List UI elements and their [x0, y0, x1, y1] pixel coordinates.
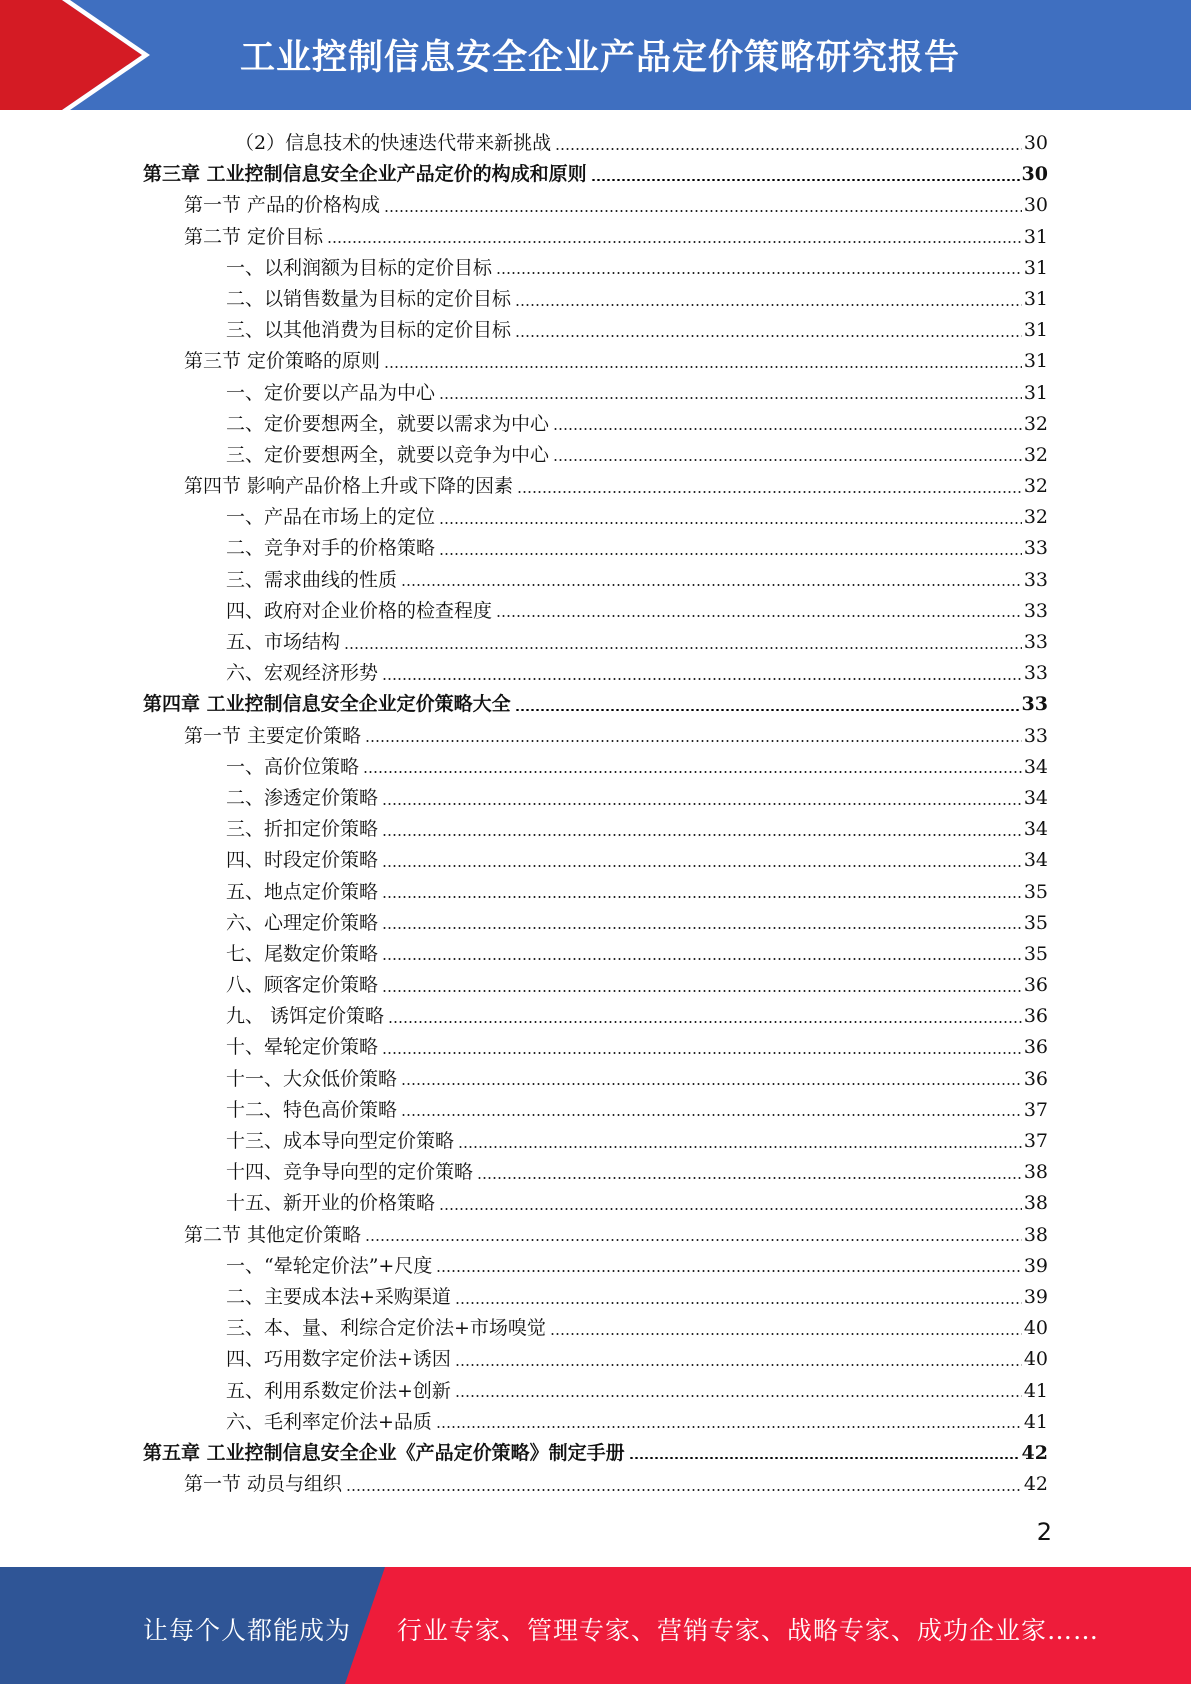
- toc-entry-title: 第三章 工业控制信息安全企业产品定价的构成和原则: [143, 163, 587, 186]
- toc-entry-title: 五、利用系数定价法+创新: [226, 1379, 451, 1402]
- toc-entry-page: 30: [1023, 194, 1048, 217]
- header-red-arrow: [0, 0, 142, 110]
- toc-entry-page: 38: [1023, 1223, 1048, 1246]
- toc-dot-leader: [382, 865, 1022, 867]
- toc-item-entry[interactable]: [143, 502, 1048, 533]
- toc-entry-page: 33: [1023, 537, 1048, 560]
- toc-entry-page: 31: [1023, 350, 1048, 373]
- toc-entry-page: 30: [1023, 132, 1048, 154]
- toc-entry-page: 30: [1021, 163, 1048, 186]
- toc-entry-title: 三、定价要想两全，就要以竞争为中心: [226, 443, 550, 466]
- toc-dot-leader: [496, 615, 1022, 617]
- toc-entry-title: 一、产品在市场上的定位: [226, 506, 436, 529]
- toc-dot-leader: [629, 1457, 1020, 1459]
- toc-entry-page: 39: [1023, 1254, 1048, 1277]
- toc-item-entry[interactable]: [143, 1376, 1048, 1407]
- toc-item-entry[interactable]: [143, 1157, 1048, 1188]
- toc-dot-leader: [515, 304, 1022, 306]
- toc-section-entry[interactable]: [143, 190, 1048, 221]
- toc-entry-title: 六、宏观经济形势: [226, 662, 379, 685]
- toc-dot-leader: [382, 803, 1022, 805]
- toc-item-entry[interactable]: [143, 939, 1048, 970]
- toc-chapter-entry[interactable]: [143, 689, 1048, 720]
- toc-dot-leader: [384, 210, 1022, 212]
- toc-item-entry[interactable]: [143, 1313, 1048, 1344]
- toc-entry-title: 十四、竞争导向型的定价策略: [226, 1161, 474, 1184]
- toc-dot-leader: [346, 1489, 1022, 1491]
- toc-item-entry[interactable]: [143, 533, 1048, 564]
- toc-entry-page: 42: [1023, 1473, 1048, 1496]
- toc-entry-title: 第二节 定价目标: [184, 225, 324, 248]
- toc-item-entry[interactable]: [143, 1001, 1048, 1032]
- toc-item-entry[interactable]: [143, 877, 1048, 908]
- toc-section-entry[interactable]: [143, 1220, 1048, 1251]
- toc-entry-title: 十、晕轮定价策略: [226, 1036, 379, 1059]
- toc-entry-title: 十五、新开业的价格策略: [226, 1192, 436, 1215]
- toc-dot-leader: [455, 1302, 1022, 1304]
- toc-entry-title: 第三节 定价策略的原则: [184, 350, 381, 373]
- toc-entry-page: 36: [1023, 974, 1048, 997]
- toc-section-entry[interactable]: [143, 721, 1048, 752]
- toc-item-entry[interactable]: [143, 970, 1048, 1001]
- toc-dot-leader: [327, 241, 1022, 243]
- toc-entry-title: 三、本、量、利综合定价法+市场嗅觉: [226, 1317, 546, 1340]
- toc-entry-page: 33: [1023, 568, 1048, 591]
- toc-dot-leader: [363, 771, 1022, 773]
- toc-entry-title: 九、 诱饵定价策略: [226, 1005, 385, 1028]
- toc-item-entry[interactable]: [143, 1188, 1048, 1219]
- report-title: 工业控制信息安全企业产品定价策略研究报告: [240, 38, 961, 78]
- toc-entry-page: 33: [1023, 724, 1048, 747]
- toc-entry-title: 十三、成本导向型定价策略: [226, 1130, 455, 1152]
- toc-entry-title: 六、心理定价策略: [226, 911, 379, 934]
- toc-entry-title: 第二节 其他定价策略: [184, 1223, 362, 1246]
- toc-entry-title: 第五章 工业控制信息安全企业《产品定价策略》制定手册: [143, 1441, 625, 1464]
- toc-entry-title: 第一节 主要定价策略: [184, 724, 362, 747]
- toc-entry-page: 36: [1023, 1036, 1048, 1059]
- toc-dot-leader: [439, 1208, 1022, 1210]
- toc-entry-page: 36: [1023, 1005, 1048, 1028]
- toc-entry-page: 31: [1023, 287, 1048, 310]
- toc-entry-page: 33: [1023, 662, 1048, 685]
- toc-entry-title: 七、尾数定价策略: [226, 942, 379, 965]
- toc-entry-page: 34: [1023, 818, 1048, 841]
- toc-dot-leader: [555, 148, 1022, 150]
- toc-item-entry[interactable]: [143, 253, 1048, 284]
- toc-entry-page: 41: [1023, 1410, 1048, 1433]
- toc-entry-page: 31: [1023, 381, 1048, 404]
- toc-entry-page: 32: [1023, 443, 1048, 466]
- toc-entry-page: 37: [1023, 1098, 1048, 1121]
- toc-item-entry[interactable]: [143, 1126, 1048, 1157]
- toc-entry-title: 二、主要成本法+采购渠道: [226, 1285, 451, 1308]
- toc-item-entry[interactable]: [143, 752, 1048, 783]
- toc-dot-leader: [455, 1395, 1022, 1397]
- toc-dot-leader: [458, 1146, 1022, 1148]
- toc-entry-page: 38: [1023, 1161, 1048, 1184]
- toc-item-entry[interactable]: [143, 1344, 1048, 1375]
- toc-item-entry[interactable]: [143, 1251, 1048, 1282]
- toc-entry-title: 六、毛利率定价法+品质: [226, 1410, 432, 1433]
- toc-entry-title: 四、巧用数字定价法+诱因: [226, 1348, 451, 1371]
- toc-entry-page: 31: [1023, 256, 1048, 279]
- toc-entry-page: 40: [1023, 1348, 1048, 1371]
- toc-item-entry[interactable]: [143, 814, 1048, 845]
- toc-entry-page: 42: [1021, 1441, 1048, 1464]
- toc-entry-title: 第一节 产品的价格构成: [184, 194, 381, 217]
- toc-entry-title: 第四节 影响产品价格上升或下降的因素: [184, 475, 514, 498]
- toc-item-entry[interactable]: [143, 783, 1048, 814]
- toc-dot-leader: [384, 366, 1022, 368]
- toc-entry-title: 四、时段定价策略: [226, 849, 379, 872]
- toc-entry-title: 二、竞争对手的价格策略: [226, 537, 436, 560]
- toc-item-entry[interactable]: [143, 627, 1048, 658]
- toc-entry-page: 31: [1023, 319, 1048, 342]
- toc-dot-leader: [591, 179, 1020, 181]
- toc-dot-leader: [382, 834, 1022, 836]
- toc-section-entry[interactable]: [143, 222, 1048, 253]
- toc-dot-leader: [515, 709, 1020, 711]
- toc-entry-title: （2）信息技术的快速迭代带来新挑战: [235, 132, 552, 154]
- toc-entry-title: 一、定价要以产品为中心: [226, 381, 436, 404]
- toc-dot-leader: [553, 428, 1022, 430]
- toc-item-entry[interactable]: [143, 1064, 1048, 1095]
- toc-entry-page: 35: [1023, 880, 1048, 903]
- toc-entry-title: 四、政府对企业价格的检查程度: [226, 599, 493, 622]
- toc-dot-leader: [515, 335, 1022, 337]
- toc-entry-page: 41: [1023, 1379, 1048, 1402]
- toc-entry-title: 第一节 动员与组织: [184, 1473, 343, 1496]
- toc-item-entry[interactable]: [143, 596, 1048, 627]
- toc-entry-title: 二、渗透定价策略: [226, 786, 379, 809]
- toc-dot-leader: [496, 272, 1022, 274]
- toc-dot-leader: [439, 522, 1022, 524]
- toc-item-entry[interactable]: [143, 284, 1048, 315]
- toc-entry-title: 十一、大众低价策略: [226, 1067, 398, 1090]
- toc-entry-title: 八、顾客定价策略: [226, 974, 379, 997]
- toc-section-entry[interactable]: [143, 1469, 1048, 1500]
- toc-item-entry[interactable]: [143, 1282, 1048, 1313]
- toc-entry-page: 36: [1023, 1067, 1048, 1090]
- toc-entry-page: 40: [1023, 1317, 1048, 1340]
- toc-dot-leader: [517, 491, 1022, 493]
- toc-entry-title: 三、以其他消费为目标的定价目标: [226, 319, 512, 342]
- toc-dot-leader: [477, 1177, 1022, 1179]
- toc-entry-title: 三、需求曲线的性质: [226, 568, 398, 591]
- toc-entry-title: 十二、特色高价策略: [226, 1098, 398, 1121]
- toc-entry-page: 38: [1023, 1192, 1048, 1215]
- toc-item-entry[interactable]: [143, 1407, 1048, 1438]
- toc-entry-title: 二、定价要想两全，就要以需求为中心: [226, 412, 550, 435]
- toc-dot-leader: [365, 1239, 1022, 1241]
- toc-entry-page: 37: [1023, 1130, 1048, 1152]
- toc-item-entry[interactable]: [143, 908, 1048, 939]
- toc-dot-leader: [382, 927, 1022, 929]
- toc-entry-page: 35: [1023, 942, 1048, 965]
- toc-entry-title: 一、高价位策略: [226, 755, 360, 778]
- toc-entry-page: 33: [1021, 693, 1048, 716]
- toc-dot-leader: [436, 1270, 1021, 1272]
- toc-dot-leader: [388, 1021, 1022, 1023]
- toc-entry-page: 32: [1023, 412, 1048, 435]
- toc-dot-leader: [553, 459, 1022, 461]
- toc-entry-title: 五、地点定价策略: [226, 880, 379, 903]
- toc-dot-leader: [439, 397, 1022, 399]
- toc-item-entry[interactable]: [143, 658, 1048, 689]
- toc-dot-leader: [401, 584, 1022, 586]
- toc-entry-title: 二、以销售数量为目标的定价目标: [226, 287, 512, 310]
- toc-item-entry[interactable]: [143, 565, 1048, 596]
- footer-slogan-left: 让每个人都能成为: [143, 1616, 352, 1645]
- toc-dot-leader: [550, 1333, 1022, 1335]
- toc-entry-title: 一、以利润额为目标的定价目标: [226, 256, 493, 279]
- toc-section-entry[interactable]: [143, 346, 1048, 377]
- toc-dot-leader: [382, 678, 1022, 680]
- toc-entry-page: 39: [1023, 1285, 1048, 1308]
- toc-entry-title: 三、折扣定价策略: [226, 818, 379, 841]
- toc-chapter-entry[interactable]: [143, 1438, 1048, 1469]
- toc-dot-leader: [401, 1083, 1022, 1085]
- toc-entry-page: 33: [1023, 599, 1048, 622]
- toc-item-entry[interactable]: [143, 128, 1048, 159]
- toc-entry-title: 第四章 工业控制信息安全企业定价策略大全: [143, 693, 511, 716]
- toc-item-entry[interactable]: [143, 1095, 1048, 1126]
- toc-entry-page: 34: [1023, 849, 1048, 872]
- toc-entry-page: 33: [1023, 631, 1048, 653]
- toc-entry-page: 34: [1023, 786, 1048, 809]
- footer-banner: [0, 1567, 1191, 1684]
- toc-chapter-entry[interactable]: [143, 159, 1048, 190]
- footer-slogan-right: 行业专家、管理专家、营销专家、战略专家、成功企业家……: [397, 1616, 1100, 1645]
- toc-item-entry[interactable]: [143, 845, 1048, 876]
- toc-entry-page: 35: [1023, 911, 1048, 934]
- header-banner: [0, 0, 1191, 110]
- toc-item-entry[interactable]: [143, 378, 1048, 409]
- toc-dot-leader: [382, 990, 1022, 992]
- toc-entry-title: 五、市场结构: [226, 631, 341, 653]
- table-of-contents: [143, 128, 1048, 1500]
- toc-dot-leader: [344, 647, 1022, 649]
- toc-dot-leader: [365, 740, 1022, 742]
- toc-dot-leader: [382, 1052, 1022, 1054]
- toc-dot-leader: [401, 1114, 1022, 1116]
- toc-section-entry[interactable]: [143, 471, 1048, 502]
- toc-dot-leader: [382, 896, 1022, 898]
- toc-entry-page: 32: [1023, 475, 1048, 498]
- toc-item-entry[interactable]: [143, 440, 1048, 471]
- toc-dot-leader: [382, 958, 1022, 960]
- toc-entry-title: 一、“晕轮定价法”+尺度: [226, 1254, 433, 1277]
- toc-item-entry[interactable]: [143, 315, 1048, 346]
- toc-entry-page: 34: [1023, 755, 1048, 778]
- toc-entry-page: 32: [1023, 506, 1048, 529]
- toc-entry-page: 31: [1023, 225, 1048, 248]
- toc-dot-leader: [436, 1426, 1022, 1428]
- toc-dot-leader: [455, 1364, 1022, 1366]
- toc-item-entry[interactable]: [143, 409, 1048, 440]
- toc-item-entry[interactable]: [143, 1032, 1048, 1063]
- toc-dot-leader: [439, 553, 1022, 555]
- page-number: 2: [1036, 1518, 1052, 1546]
